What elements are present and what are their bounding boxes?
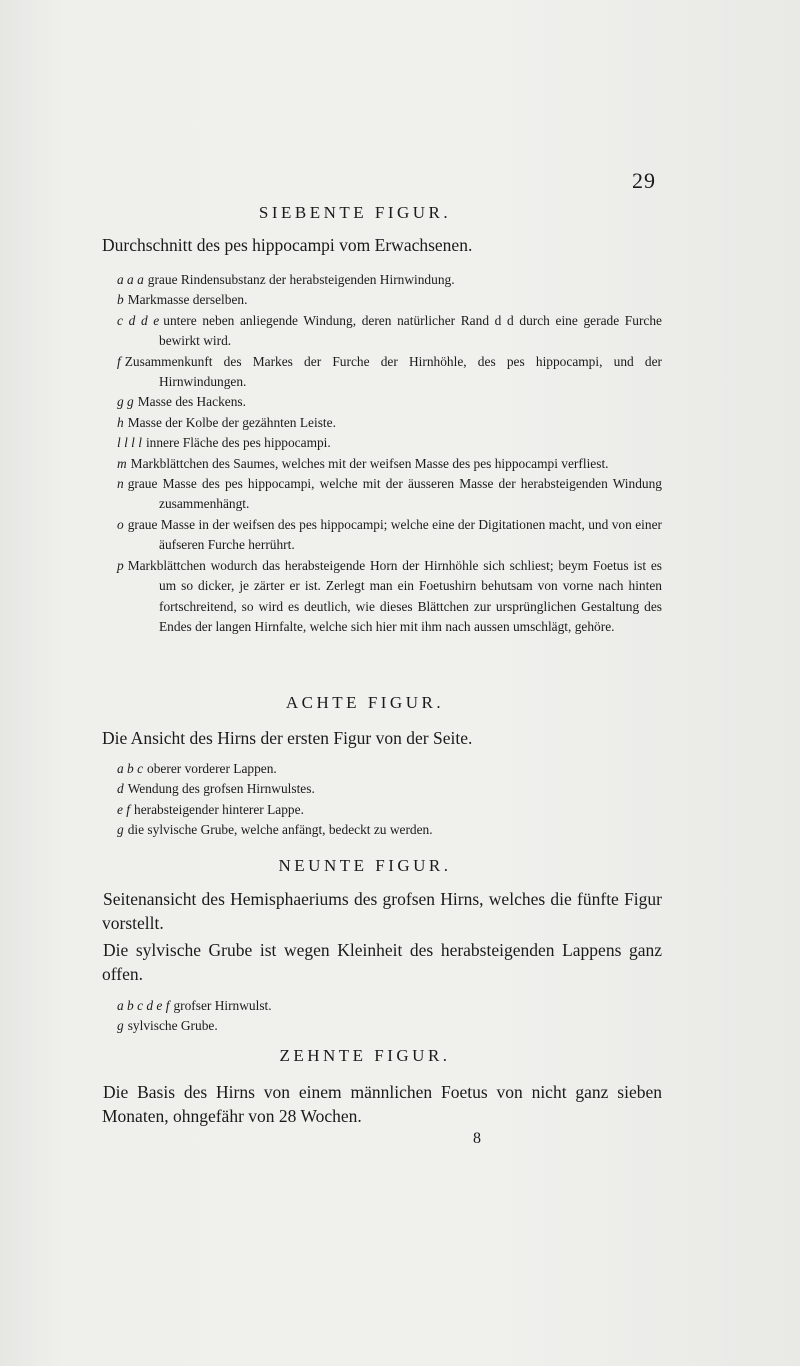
legend-text: Masse der Kolbe der gezähnten Leiste. (127, 414, 336, 430)
legend-key: a b c d e f (117, 998, 170, 1013)
legend-text: graue Masse in der weifsen des pes hippocampi; welche eine der Digitationen macht, und von einer äufseren Furche herrührt. (127, 516, 662, 553)
legend-item (117, 474, 662, 515)
legend-text: Masse des Hackens. (137, 394, 246, 410)
section-paragraph: Die sylvische Grube ist wegen Kleinheit des herabsteigenden Lappens ganz offen. (102, 940, 662, 984)
legend-text: herabsteigender hinterer Lappe. (134, 801, 304, 817)
legend-text: Wendung des grofsen Hirnwulstes. (127, 781, 315, 797)
section-heading-zehnte: ZEHNTE FIGUR. (279, 1046, 451, 1065)
legend-item (117, 820, 662, 840)
legend-text: die sylvische Grube, welche anfängt, bedeckt zu werden. (127, 822, 433, 838)
legend-key: g (117, 1018, 124, 1034)
legend-key: l l l l (117, 435, 142, 451)
legend-text: Markblättchen des Saumes, welches mit der weifsen Masse des pes hippocampi verfliest. (130, 455, 609, 471)
legend-item (117, 779, 662, 799)
legend-key: o (117, 516, 124, 532)
legend-key: a a a (117, 272, 144, 287)
legend-text: untere neben anliegende Windung, deren natürlicher Rand d d durch eine gerade Furche bewirkt wird. (159, 312, 662, 349)
legend-item (117, 290, 662, 310)
signature-mark: 8 (473, 1130, 481, 1147)
legend-neunte (117, 996, 662, 1037)
legend-text: Zusammenkunft des Markes der Furche der Hirnhöhle, des pes hippocampi, und der Hirnwindungen. (124, 353, 662, 390)
legend-item (117, 352, 662, 393)
legend-item (117, 311, 662, 352)
legend-key: b (117, 292, 124, 308)
legend-text: innere Fläche des pes hippocampi. (145, 435, 331, 451)
legend-achte (117, 759, 662, 841)
legend-item (117, 556, 662, 638)
legend-item (117, 413, 662, 433)
legend-item (117, 1016, 662, 1036)
legend-text: sylvische Grube. (127, 1018, 218, 1034)
section-intro-achte: Die Ansicht des Hirns der ersten Figur von der Seite. (102, 728, 473, 748)
legend-item (117, 800, 662, 820)
legend-siebente (117, 270, 662, 637)
legend-item (117, 759, 662, 779)
section-intro-siebente: Durchschnitt des pes hippocampi vom Erwachsenen. (102, 235, 473, 255)
legend-key: g g (117, 394, 134, 410)
legend-key: h (117, 414, 124, 430)
legend-item (117, 515, 662, 556)
legend-text: Markblättchen wodurch das herabsteigende Horn der Hirnhöhle sich schliest; beym Foetus ist es um so dicker, je zärter er ist. Zerlegt man ein Foetushirn behutsam von vorne nach hinten fortschreitend, so wird es deutlich, wie dieses Blättchen zur ursprünglichen Gestaltung des Endes der langen Hirnfalte, welche sich hier mit ihm nach aussen umschlägt, gehöre. (127, 557, 662, 634)
legend-key: f (117, 353, 121, 369)
page-number: 29 (632, 168, 656, 193)
legend-text: oberer vorderer Lappen. (147, 761, 277, 776)
legend-text: graue Rindensubstanz der herabsteigenden Hirnwindung. (147, 272, 455, 287)
legend-key: g (117, 822, 124, 838)
legend-key: p (117, 557, 124, 573)
section-paragraph: Die Basis des Hirns von einem männlichen Foetus von nicht ganz sieben Monaten, ohngefähr von 28 Wochen. (102, 1082, 662, 1126)
section-heading-neunte: NEUNTE FIGUR. (278, 856, 452, 875)
legend-key: c d d e (117, 312, 160, 328)
legend-key: d (117, 781, 124, 797)
legend-text: graue Masse des pes hippocampi, welche mit der äusseren Masse der herabsteigenden Windung zusammenhängt. (127, 476, 662, 512)
legend-key: m (117, 455, 127, 471)
legend-item (117, 996, 662, 1016)
legend-item (117, 270, 662, 290)
legend-text: grofser Hirnwulst. (173, 998, 272, 1013)
section-heading-siebente: SIEBENTE FIGUR. (258, 203, 452, 222)
legend-key: a b c (117, 761, 144, 776)
legend-text: Markmasse derselben. (127, 292, 248, 308)
legend-key: e f (117, 801, 131, 817)
section-heading-achte: ACHTE FIGUR. (285, 693, 445, 712)
legend-item (117, 392, 662, 412)
legend-item (117, 433, 662, 453)
legend-key: n (117, 476, 124, 492)
legend-item (117, 454, 662, 474)
section-paragraph: Seitenansicht des Hemisphaeriums des grofsen Hirns, welches die fünfte Figur vorstellt. (102, 889, 662, 933)
